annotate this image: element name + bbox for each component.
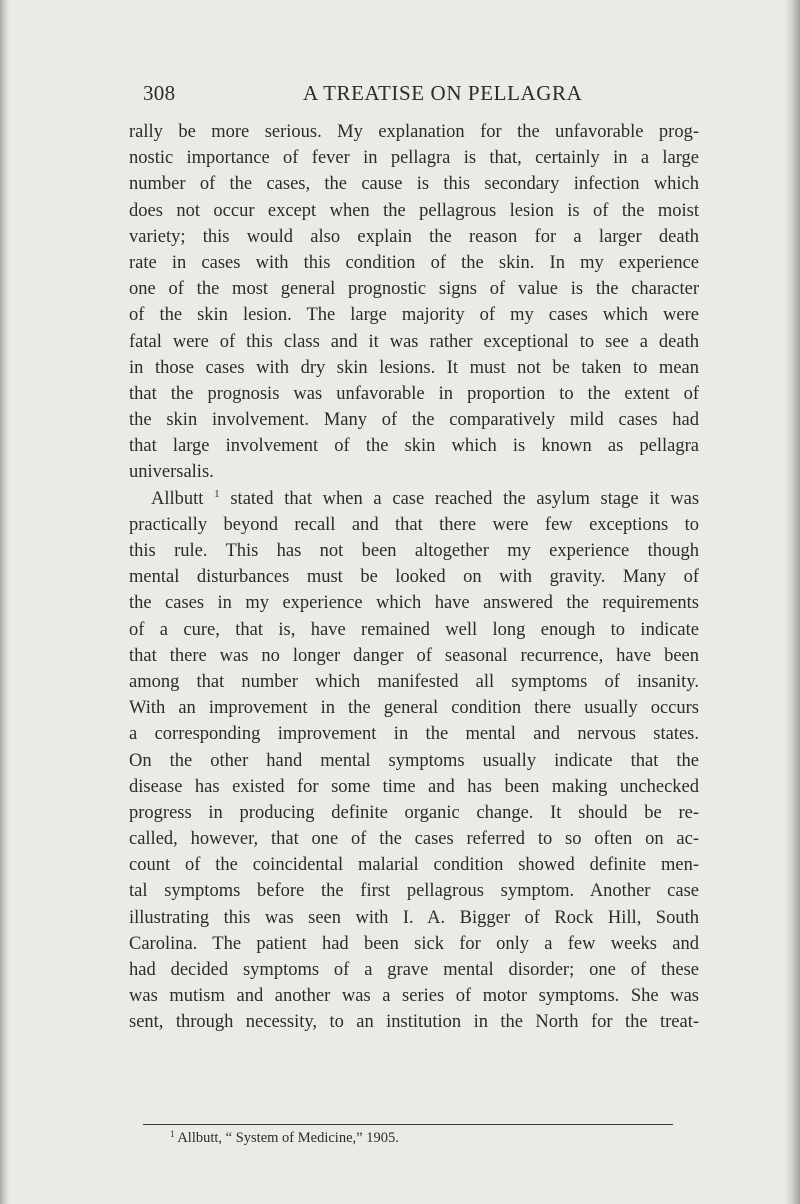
text-line: number of the cases, the cause is this secondary infection which <box>129 174 699 195</box>
text-line: With an improvement in the general condition there usually occurs <box>129 698 699 719</box>
text-line: that the prognosis was unfavorable in proportion to the extent of <box>129 383 699 404</box>
text-line: On the other hand mental symptoms usually indicate that the <box>129 750 699 771</box>
text-line: that large involvement of the skin which is known as pellagra <box>129 436 699 457</box>
footnote-reference[interactable]: 1 <box>214 487 220 500</box>
text-line: the cases in my experience which have answered the requirements <box>129 593 699 614</box>
text-line: universalis. <box>129 462 214 483</box>
running-title: A TREATISE ON PELLAGRA <box>303 81 583 105</box>
text-line: of a cure, that is, have remained well long enough to indicate <box>129 619 699 640</box>
text-line: fatal were of this class and it was rather exceptional to see a death <box>129 331 699 352</box>
text-line: practically beyond recall and that there were few exceptions to <box>129 514 699 535</box>
text-line: rally be more serious. My explanation for the unfavorable prog- <box>129 122 699 142</box>
page-gutter-shadow <box>0 0 10 1204</box>
text-line: called, however, that one of the cases referred to so often on ac- <box>129 829 699 850</box>
text-line: a corresponding improvement in the mental and nervous states. <box>129 724 699 745</box>
text-line: that there was no longer danger of seasonal recurrence, have been <box>129 645 699 666</box>
text-line: progress in producing definite organic change. It should be re- <box>129 802 699 823</box>
page-edge-shadow <box>784 0 800 1204</box>
footnote-text: Allbutt, “ System of Medicine,” 1905. <box>177 1130 399 1146</box>
text-line: was mutism and another was a series of motor symptoms. She was <box>129 986 699 1007</box>
text-line: illustrating this was seen with I. A. Bigger of Rock Hill, South <box>129 907 699 928</box>
footnote-divider <box>143 1124 673 1125</box>
text-line: had decided symptoms of a grave mental disorder; one of these <box>129 960 699 980</box>
body-text <box>129 119 699 1036</box>
text-line: in those cases with dry skin lesions. It must not be taken to mean <box>129 357 699 378</box>
text-line: sent, through necessity, to an institution in the North for the treat- <box>129 1012 699 1033</box>
text-line: Carolina. The patient had been sick for only a few weeks and <box>129 933 699 954</box>
text-line: one of the most general prognostic signs of value is the character <box>129 279 699 300</box>
text-line: count of the coincidental malarial condition showed definite men- <box>129 855 699 876</box>
text-line: disease has existed for some time and has been making unchecked <box>129 776 699 797</box>
text-line: nostic importance of fever in pellagra is that, certainly in a large <box>129 148 699 169</box>
text-line: tal symptoms before the first pellagrous symptom. Another case <box>129 881 699 902</box>
page-number: 308 <box>143 81 176 105</box>
text-line: of the skin lesion. The large majority of my cases which were <box>129 305 699 326</box>
footnote <box>170 1129 670 1147</box>
footnote-marker: 1 <box>170 1129 175 1139</box>
text-line: the skin involvement. Many of the comparatively mild cases had <box>129 410 699 431</box>
text-line: variety; this would also explain the reason for a larger death <box>129 226 699 247</box>
cited-author: Allbutt <box>151 488 204 509</box>
text-line: mental disturbances must be looked on with gravity. Many of <box>129 567 699 588</box>
text-line: this rule. This has not been altogether my experience though <box>129 541 699 561</box>
text-line: rate in cases with this condition of the skin. In my experience <box>129 252 699 273</box>
text-line: stated that when a case reached the asylum stage it was <box>230 488 699 509</box>
text-line: among that number which manifested all symptoms of insanity. <box>129 671 699 692</box>
paragraph-start-line <box>129 486 699 512</box>
text-line: does not occur except when the pellagrous lesion is of the moist <box>129 200 699 221</box>
